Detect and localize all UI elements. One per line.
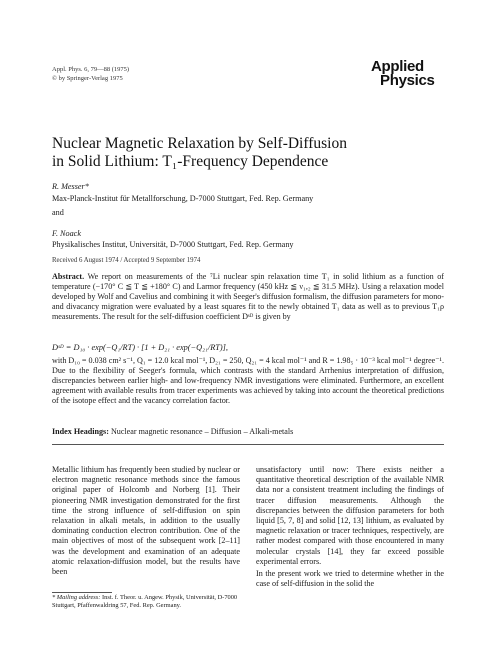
logo-word-physics: Physics	[380, 72, 435, 89]
affiliation-1: Max-Planck-Institut für Metallforschung, D-7000 Stuttgart, Fed. Rep. Germany	[52, 194, 314, 203]
paper-title	[52, 135, 452, 171]
author-2: F. Noack	[52, 229, 81, 238]
diffusion-formula: Dˢᴰ = D₁₀ · exp(−Q₁/RT) · [1 + D₂₁ · exp(−Q₂₁/RT)],	[52, 343, 228, 352]
index-label: Index Headings:	[52, 427, 109, 436]
logo-word-applied: Applied	[371, 58, 424, 75]
footnote-label: * Mailing address:	[52, 594, 101, 601]
copyright-line: © by Springer-Verlag 1975	[52, 74, 123, 82]
received-dates: Received 6 August 1974 / Accepted 9 September 1974	[52, 257, 201, 264]
author-conjunction: and	[52, 208, 64, 217]
abstract-text-1: We report on measurements of the ⁷Li nuclear spin relaxation time T₁ in solid lithium as a function of temperature (−170° C ≦ T ≦ +180° C) and Larmor frequency (450 kHz ≦ ν₁,₂ ≦ 31.5 MHz). Using a relaxation model developed by Wolf and Cavelius and combining it with Seeger's diffusion formalism, the diffusion parameters for mono- and divacancy migration were evaluated by a least squares fit to the newly obtained T₁ data as well as to previous T₁ρ measurements. The result for the self-diffusion coefficient Dˢᴰ is given by	[52, 272, 444, 321]
journal-logo	[371, 60, 447, 88]
body-paragraph-2: In the present work we tried to determine whether in the case of self-diffusion in the solid the	[256, 569, 444, 589]
body-paragraph-1: unsatisfactory until now: There exists neither a quantitative theoretical description of the available NMR data nor a consistent treatment including the findings of tracer diffusion measurements. Although the discrepancies between the diffusion parameters for both liquid [5, 7, 8] and solid [12, 13] lithium, as evaluated by magnetic relaxation or tracer techniques, respectively, are rather modest compared with those encountered in many molecular crystals [14], they far exceed possible experimental errors.	[256, 465, 444, 566]
title-line-1: Nuclear Magnetic Relaxation by Self-Diffusion	[52, 135, 347, 152]
footnote	[52, 594, 240, 610]
journal-reference	[52, 66, 129, 83]
body-column-right	[256, 465, 444, 589]
affiliation-2: Physikalisches Institut, Universität, D-7000 Stuttgart, Fed. Rep. Germany	[52, 240, 294, 249]
index-headings	[52, 427, 293, 436]
journal-citation: Appl. Phys. 6, 79—88 (1975)	[52, 66, 130, 73]
abstract-label: Abstract.	[52, 272, 85, 281]
footnote-divider	[52, 592, 112, 593]
author-1: R. Messer*	[52, 182, 89, 191]
footnote-text: Inst. f. Theor. u. Angew. Physik, Universität, D-7000 Stuttgart, Pfaffenwaldring 57, Fed. Rep. Germany.	[52, 594, 238, 609]
body-column-left: Metallic lithium has frequently been studied by nuclear or electron magnetic resonance methods since the famous original paper of Holcomb and Norberg [1]. Their pioneering NMR investigation demonstrated for the first time the strong influence of self-diffusion on spin relaxation in alkali metals, in addition to the usually dominating conduction electron contribution. One of the main objectives of most of the subsequent work [2–11] was the development and examination of an adequate atomic relaxation-diffusion model, but the results have been	[52, 465, 240, 577]
title-line-2: in Solid Lithium: T₁-Frequency Dependence	[52, 153, 329, 170]
abstract-text-2: with D₁₀ = 0.038 cm² s⁻¹, Q₁ = 12.0 kcal mol⁻¹, D₂₁ = 250, Q₂₁ = 4 kcal mol⁻¹ and R = 1.98₅ · 10⁻³ kcal mol⁻¹ degree⁻¹. Due to the flexibility of Seeger's formula, which contrasts with the standard Arrhenius interpretation of diffusion, discrepancies between earlier high- and low-frequency NMR investigations were eliminated. Furthermore, an excellent agreement with available results from tracer experiments was achieved by taking into account the theoretical predictions of the isotope effect and the vacancy correlation factor.	[52, 356, 444, 405]
abstract-part-1	[52, 272, 444, 322]
index-terms: Nuclear magnetic resonance – Diffusion – Alkali-metals	[110, 427, 294, 436]
section-divider	[52, 444, 444, 445]
